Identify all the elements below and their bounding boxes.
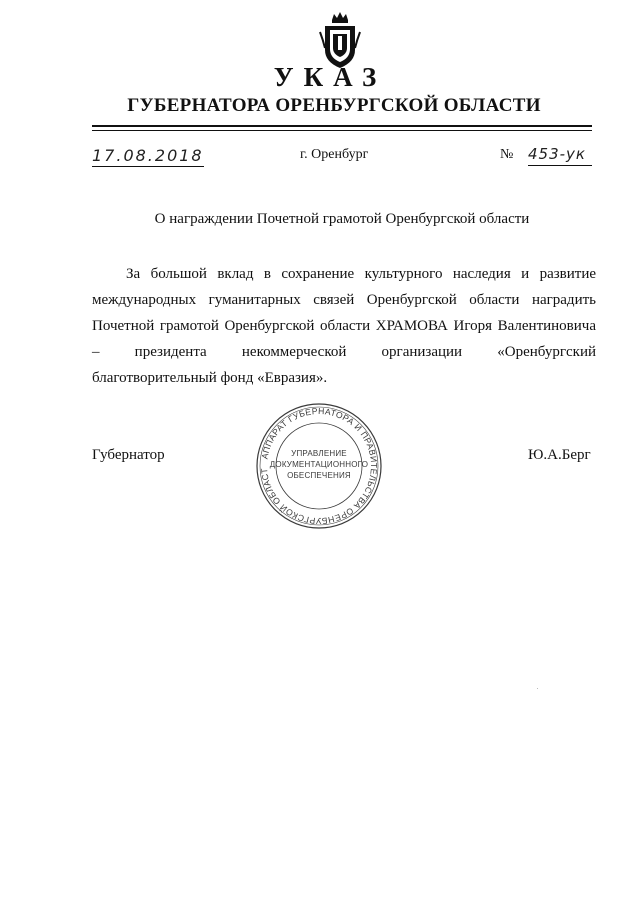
header-rule-thick — [92, 125, 592, 127]
signer-title: Губернатор — [92, 447, 165, 463]
stamp-center-line-2: ДОКУМЕНТАЦИОННОГО — [269, 460, 369, 469]
stamp-center-line-1: УПРАВЛЕНИЕ — [291, 449, 347, 458]
stamp-center-line-3: ОБЕСПЕЧЕНИЯ — [287, 471, 351, 480]
header-rule-thin — [92, 130, 592, 131]
document-subject: О награждении Почетной грамотой Оренбургской области — [154, 211, 530, 227]
document-issuer-title: ГУБЕРНАТОРА ОРЕНБУРГСКОЙ ОБЛАСТИ — [127, 95, 541, 116]
document-number: 453-ук — [528, 145, 592, 166]
document-body: За большой вклад в сохранение культурного наследия и развитие международных гуманитарных связей Оренбургской области наградить Почетной грамотой Оренбургской области ХРАМОВА Игоря Валентиновича – президента некоммерческой организации «Оренбургский благотворительный фонд «Евразия». — [92, 266, 596, 386]
stamp-ring-text: АППАРАТ ГУБЕРНАТОРА И ПРАВИТЕЛЬСТВА ОРЕНБУРГСКОЙ ОБЛАСТ — [258, 405, 380, 527]
number-sign: № — [500, 147, 514, 162]
coat-of-arms-icon — [318, 10, 362, 70]
official-stamp — [255, 402, 383, 530]
document-number-block — [500, 145, 592, 167]
document-city: г. Оренбург — [300, 147, 369, 162]
document-type-title: УКАЗ — [273, 62, 387, 92]
scan-speck — [537, 688, 538, 689]
document-date: 17.08.2018 — [92, 146, 204, 165]
signer-name: Ю.А.Берг — [528, 447, 591, 463]
